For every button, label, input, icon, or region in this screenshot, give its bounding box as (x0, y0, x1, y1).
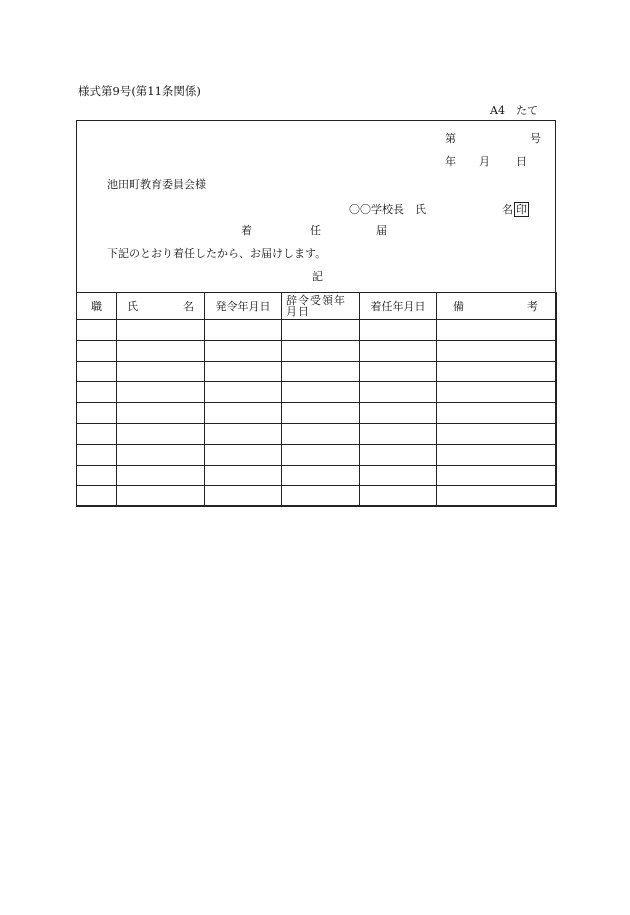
table-cell (117, 465, 205, 486)
column-header-name: 氏 名 (117, 293, 205, 320)
heading-char-1: 着 (241, 224, 252, 237)
column-header-appointment-date: 発令年月日 (205, 293, 282, 320)
table-cell (117, 320, 205, 341)
table-cell (205, 444, 282, 465)
table-cell (205, 382, 282, 403)
table-cell (205, 403, 282, 424)
heading-char-2: 任 (310, 224, 321, 237)
table-row (77, 361, 557, 382)
document-number (445, 133, 541, 144)
table-cell (437, 444, 557, 465)
table-cell (282, 361, 360, 382)
table-cell (437, 423, 557, 444)
table-row (77, 465, 557, 486)
table-row (77, 403, 557, 424)
table-cell (360, 423, 437, 444)
column-header-arrival-date: 着任年月日 (360, 293, 437, 320)
date-day: 日 (516, 155, 527, 168)
notification-form (76, 120, 556, 506)
table-cell (282, 486, 360, 507)
table-cell (205, 361, 282, 382)
table-cell (205, 340, 282, 361)
table-row (77, 444, 557, 465)
form-title: 様式第9号(第11条関係) (78, 84, 201, 98)
table-cell (117, 423, 205, 444)
table-cell (360, 340, 437, 361)
table-cell (360, 465, 437, 486)
issue-date (445, 156, 527, 167)
number-prefix: 第 (445, 132, 456, 145)
table-cell (282, 444, 360, 465)
table-header-row (77, 293, 557, 320)
table-cell (77, 340, 117, 361)
table-cell (77, 382, 117, 403)
table-body (77, 320, 557, 507)
table-cell (205, 486, 282, 507)
table-cell (282, 320, 360, 341)
table-row (77, 423, 557, 444)
date-year: 年 (445, 155, 456, 168)
table-cell (205, 465, 282, 486)
addressee: 池田町教育委員会様 (107, 178, 206, 191)
table-cell (117, 382, 205, 403)
table-cell (77, 423, 117, 444)
table-cell (205, 423, 282, 444)
table-cell (282, 382, 360, 403)
body-text: 下記のとおり着任したから、お届けします。 (107, 247, 327, 260)
table-cell (117, 486, 205, 507)
table-cell (437, 382, 557, 403)
table-cell (77, 403, 117, 424)
table-row (77, 486, 557, 507)
table-cell (282, 340, 360, 361)
table-cell (437, 320, 557, 341)
table-cell (282, 403, 360, 424)
sender-title: 〇〇学校長 氏 (349, 203, 426, 216)
table-cell (117, 444, 205, 465)
table-row (77, 320, 557, 341)
sender (349, 202, 529, 217)
table-cell (117, 403, 205, 424)
table-cell (437, 403, 557, 424)
table-row (77, 382, 557, 403)
column-header-remarks: 備 考 (437, 293, 557, 320)
table-cell (437, 340, 557, 361)
seal-box: 印 (516, 203, 527, 216)
table-cell (205, 320, 282, 341)
paper-size-note: A4 たて (490, 104, 538, 117)
table-cell (437, 465, 557, 486)
roster-table (76, 292, 557, 507)
number-suffix: 号 (530, 132, 541, 145)
table-cell (77, 320, 117, 341)
date-month: 月 (479, 155, 490, 168)
table-cell (117, 361, 205, 382)
table-cell (117, 340, 205, 361)
table-cell (360, 320, 437, 341)
table-cell (437, 361, 557, 382)
table-cell (360, 486, 437, 507)
sender-name-label: 名 (502, 203, 513, 216)
table-cell (360, 403, 437, 424)
table-row (77, 340, 557, 361)
ki-label: 記 (312, 270, 323, 283)
table-cell (282, 465, 360, 486)
table-cell (77, 486, 117, 507)
table-cell (360, 382, 437, 403)
table-cell (77, 444, 117, 465)
table-cell (77, 361, 117, 382)
document-heading (241, 225, 387, 236)
table-cell (282, 423, 360, 444)
table-cell (360, 361, 437, 382)
table-cell (77, 465, 117, 486)
heading-char-3: 届 (376, 224, 387, 237)
table-cell (437, 486, 557, 507)
table-cell (360, 444, 437, 465)
column-header-receipt-date: 辞令受領年月日 (282, 293, 360, 320)
column-header-position: 職 (77, 293, 117, 320)
